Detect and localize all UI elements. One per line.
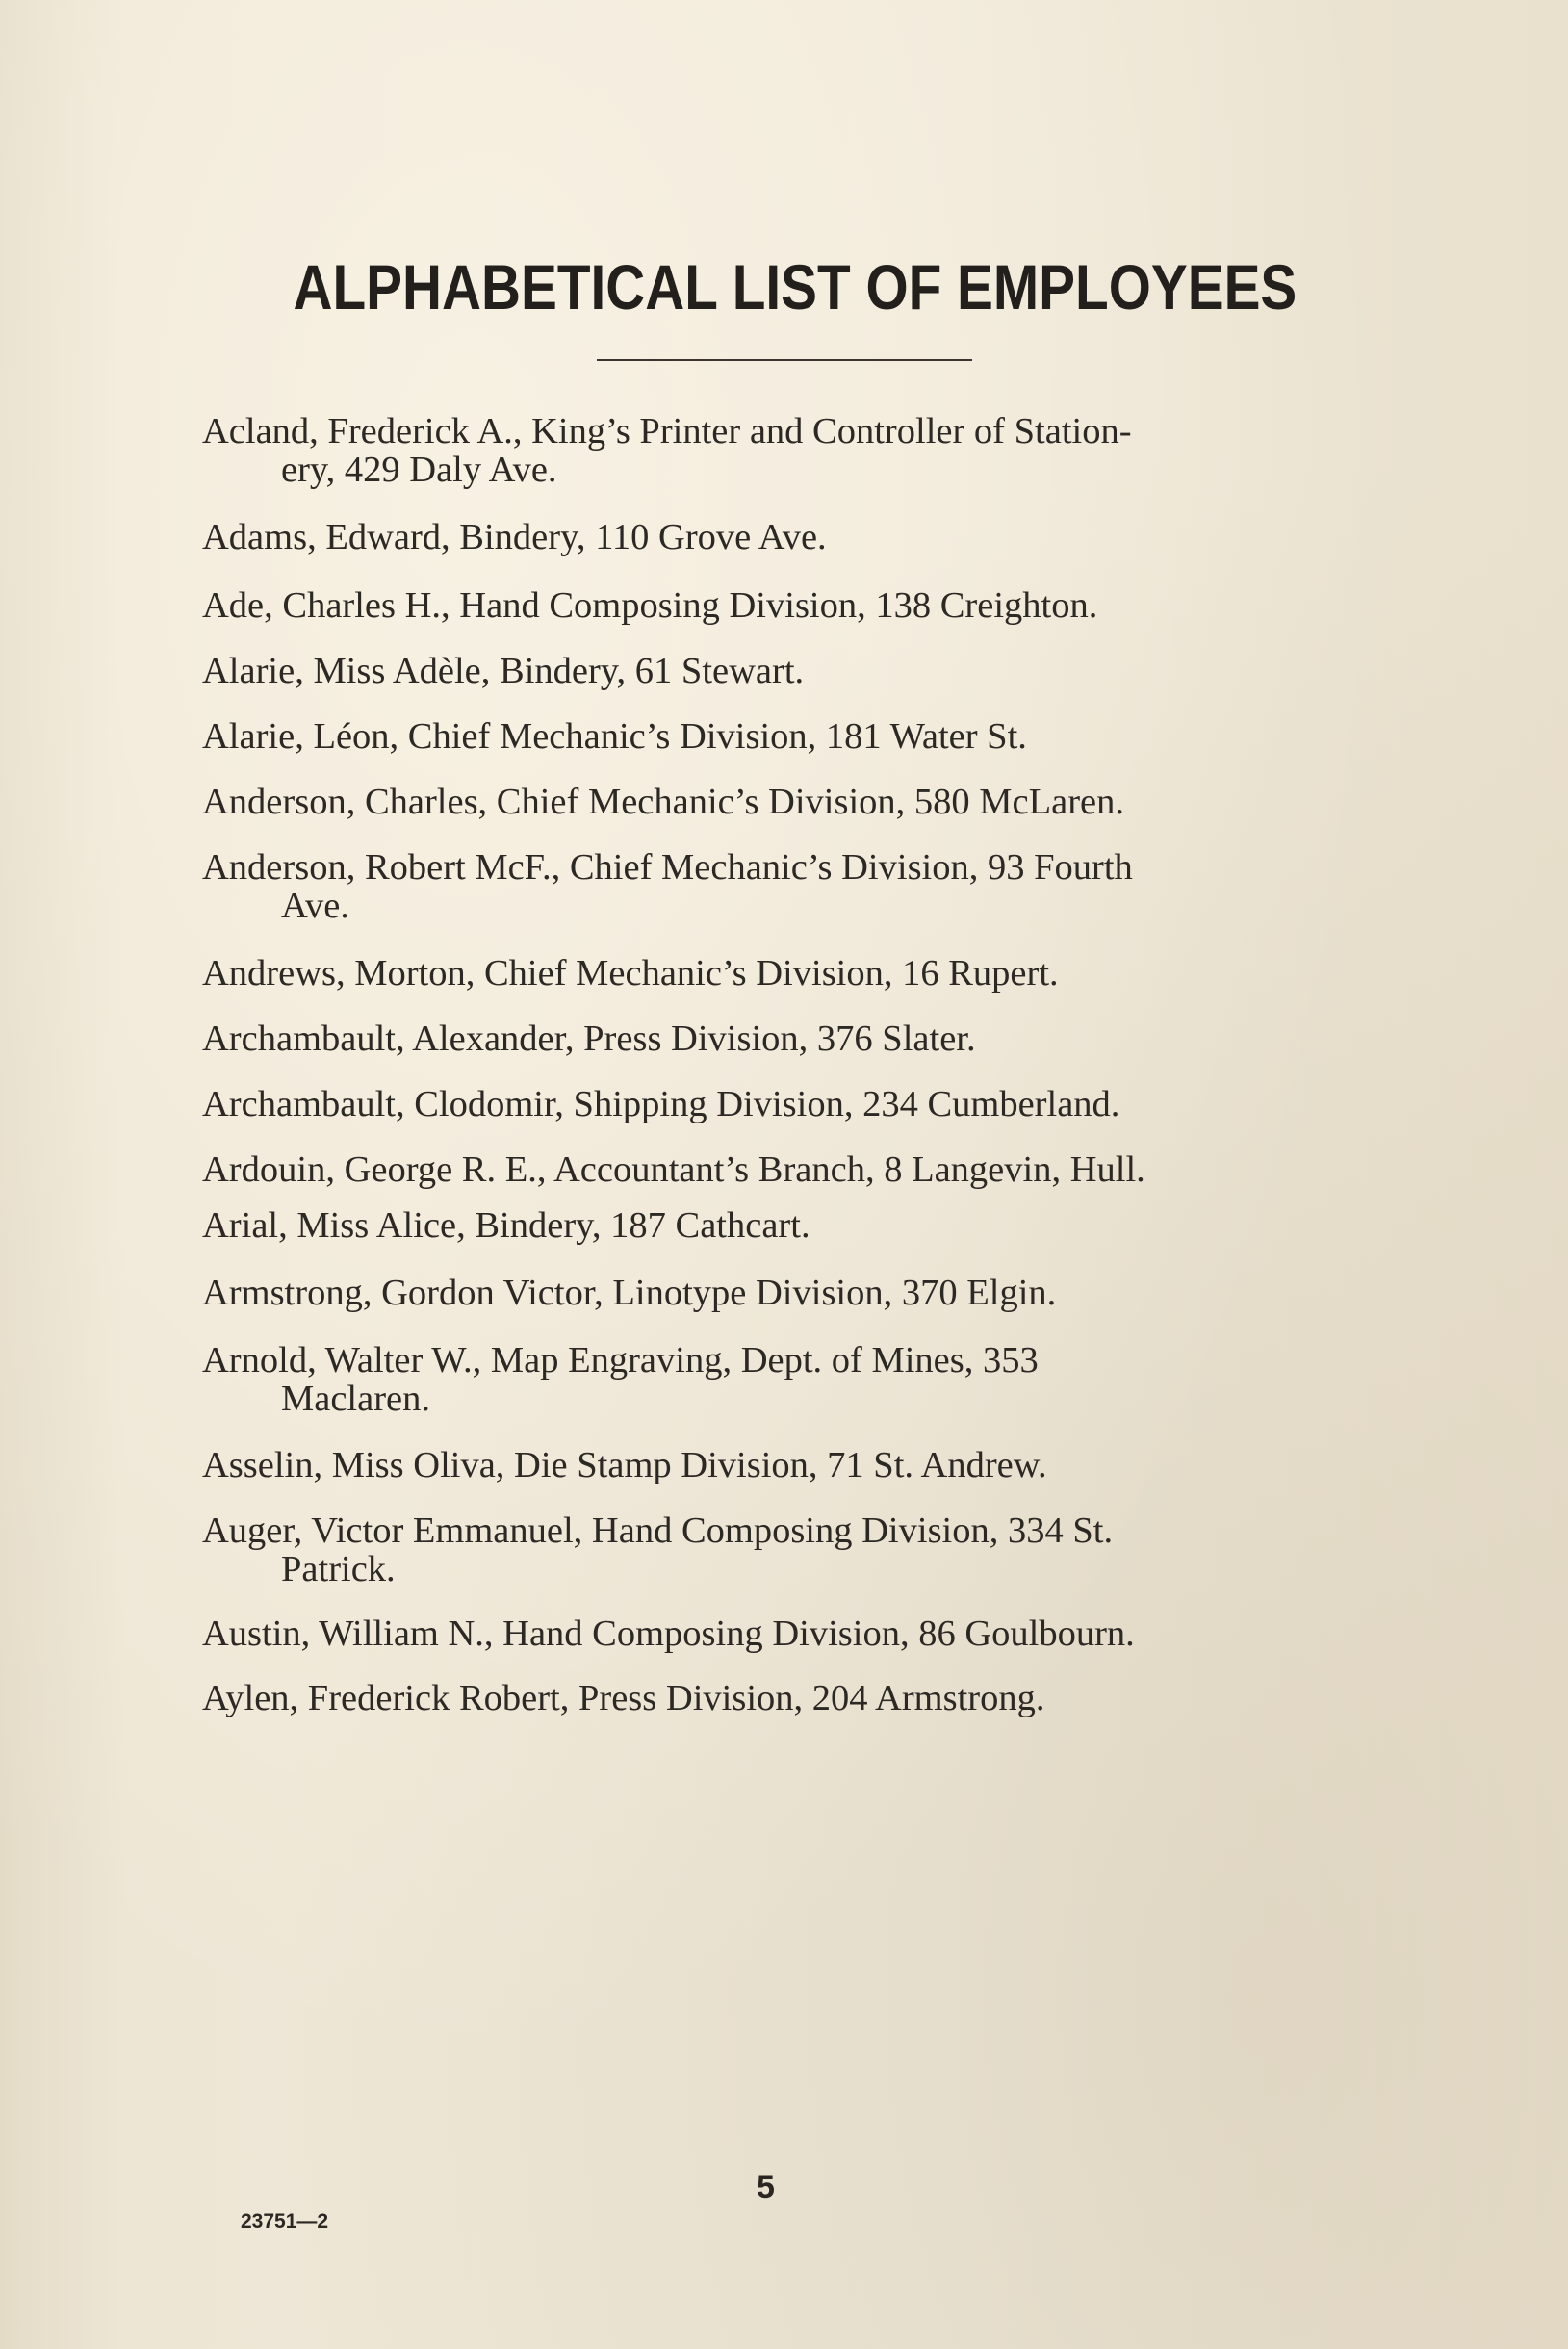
entry-line: Archambault, Alexander, Press Division, 376 Slater. <box>202 1019 976 1059</box>
entry-line: Adams, Edward, Bindery, 110 Grove Ave. <box>202 517 827 557</box>
list-entry <box>202 1150 1367 1189</box>
entry-line: Aylen, Frederick Robert, Press Division, 204 Armstrong. <box>202 1678 1045 1718</box>
entry-line: Alarie, Léon, Chief Mechanic’s Division, 181 Water St. <box>202 716 1027 757</box>
list-entry <box>202 717 1367 756</box>
entry-line: Arnold, Walter W., Map Engraving, Dept. of Mines, 353 <box>202 1340 1039 1381</box>
entry-continuation: Maclaren. <box>281 1379 430 1419</box>
entry-line: Alarie, Miss Adèle, Bindery, 61 Stewart. <box>202 651 805 691</box>
list-entry <box>202 1274 1367 1312</box>
list-entry <box>202 412 1367 489</box>
entry-line: Anderson, Robert McF., Chief Mechanic’s Division, 93 Fourth <box>202 847 1133 888</box>
entry-continuation: Patrick. <box>281 1549 396 1589</box>
list-entry <box>202 1206 1367 1245</box>
entry-line: Arial, Miss Alice, Bindery, 187 Cathcart. <box>202 1205 810 1246</box>
list-entry <box>202 518 1367 556</box>
entry-line: Austin, William N., Hand Composing Division, 86 Goulbourn. <box>202 1613 1135 1654</box>
list-entry <box>202 1511 1367 1588</box>
list-entry <box>202 848 1367 925</box>
page-title: ALPHABETICAL LIST OF EMPLOYEES <box>293 251 1298 323</box>
list-entry <box>202 1614 1367 1653</box>
list-entry <box>202 1341 1367 1418</box>
entry-line: Auger, Victor Emmanuel, Hand Composing Division, 334 St. <box>202 1510 1114 1551</box>
entry-line: Anderson, Charles, Chief Mechanic’s Division, 580 McLaren. <box>202 782 1125 822</box>
entry-line: Ade, Charles H., Hand Composing Division, 138 Creighton. <box>202 585 1098 626</box>
list-entry <box>202 652 1367 690</box>
entry-continuation: Ave. <box>281 886 349 926</box>
list-entry <box>202 1679 1367 1717</box>
list-entry <box>202 1085 1367 1123</box>
list-entry <box>202 586 1367 625</box>
title-rule <box>597 359 972 361</box>
list-entry <box>202 1446 1367 1484</box>
list-entry <box>202 954 1367 993</box>
entry-line: Acland, Frederick A., King’s Printer and Controller of Station- <box>202 411 1132 452</box>
entry-line: Asselin, Miss Oliva, Die Stamp Division, 71 St. Andrew. <box>202 1445 1047 1485</box>
list-entry <box>202 1020 1367 1058</box>
entry-line: Armstrong, Gordon Victor, Linotype Division, 370 Elgin. <box>202 1273 1057 1313</box>
list-entry <box>202 783 1367 821</box>
entry-continuation: ery, 429 Daly Ave. <box>281 450 557 490</box>
entry-line: Andrews, Morton, Chief Mechanic’s Division, 16 Rupert. <box>202 953 1059 994</box>
entry-line: Ardouin, George R. E., Accountant’s Branch, 8 Langevin, Hull. <box>202 1149 1145 1190</box>
page-number: 5 <box>757 2169 775 2206</box>
footer-code: 23751—2 <box>241 2210 329 2233</box>
entry-line: Archambault, Clodomir, Shipping Division, 234 Cumberland. <box>202 1084 1120 1124</box>
